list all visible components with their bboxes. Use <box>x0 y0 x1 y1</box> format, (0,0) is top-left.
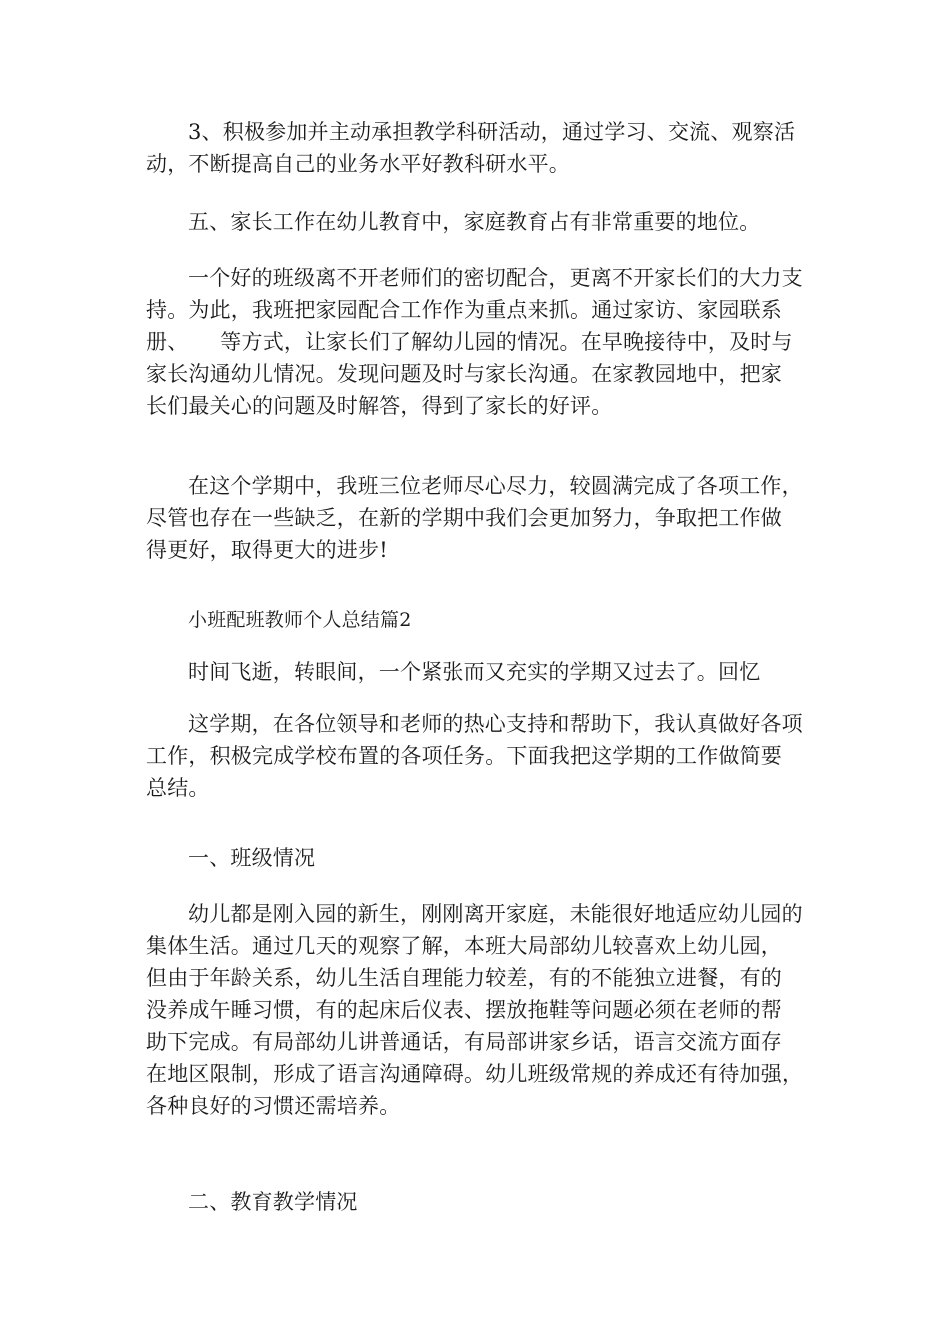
paragraph-line: 各种良好的习惯还需培养。 <box>146 1094 401 1118</box>
section-heading-class-situation <box>146 842 806 874</box>
paragraph-line: 一个好的班级离不开老师们的密切配合，更离不开家长们的大力支 <box>188 266 803 290</box>
paragraph-line: 家长沟通幼儿情况。发现问题及时与家长沟通。在家教园地中，把家 <box>146 362 782 386</box>
paragraph-line: 在这个学期中，我班三位老师尽心尽力，较圆满完成了各项工作， <box>188 474 803 498</box>
paragraph-line: 工作，积极完成学校布置的各项任务。下面我把这学期的工作做简要 <box>146 744 782 768</box>
section-heading-parent-work <box>146 206 806 238</box>
paragraph-line: 持。为此，我班把家园配合工作作为重点来抓。通过家访、家园联系 <box>146 298 782 322</box>
paragraph-line: 在地区限制，形成了语言沟通障碍。幼儿班级常规的养成还有待加强， <box>146 1062 804 1086</box>
paragraph-line: 尽管也存在一些缺乏，在新的学期中我们会更加努力，争取把工作做 <box>146 506 782 530</box>
paragraph-semester-summary <box>146 470 806 566</box>
paragraph-line: 长们最关心的问题及时解答，得到了家长的好评。 <box>146 394 613 418</box>
paragraph-line: 这学期，在各位领导和老师的热心支持和帮助下，我认真做好各项 <box>188 712 803 736</box>
paragraph-line: 幼儿都是刚入园的新生，刚刚离开家庭，未能很好地适应幼儿园的 <box>188 902 803 926</box>
paragraph-parent-cooperation <box>146 262 806 422</box>
paragraph-line: 五、家长工作在幼儿教育中，家庭教育占有非常重要的地位。 <box>188 210 761 234</box>
paragraph-line: 但由于年龄关系，幼儿生活自理能力较差，有的不能独立进餐，有的 <box>146 966 782 990</box>
paragraph-line: 集体生活。通过几天的观察了解，本班大局部幼儿较喜欢上幼儿园， <box>146 934 782 958</box>
paragraph-time-flies <box>146 656 806 688</box>
article-title-part-2 <box>146 604 806 636</box>
paragraph-class-situation <box>146 898 806 1122</box>
paragraph-line: 一、班级情况 <box>188 846 316 870</box>
paragraph-line: 3、积极参加并主动承担教学科研活动，通过学习、交流、观察活 <box>188 120 796 144</box>
paragraph-intro <box>146 708 806 804</box>
paragraph-line: 册、 等方式，让家长们了解幼儿园的情况。在早晚接待中，及时与 <box>146 330 793 354</box>
section-heading-teaching <box>146 1186 806 1218</box>
paragraph-line: 得更好，取得更大的进步! <box>146 538 388 562</box>
paragraph-line: 动，不断提高自己的业务水平好教科研水平。 <box>146 152 570 176</box>
paragraph-line: 助下完成。有局部幼儿讲普通话，有局部讲家乡话，语言交流方面存 <box>146 1030 782 1054</box>
paragraph-research-activities <box>146 116 806 180</box>
paragraph-line: 时间飞逝，转眼间，一个紧张而又充实的学期又过去了。回忆 <box>188 660 761 684</box>
paragraph-line: 没养成午睡习惯，有的起床后仪表、摆放拖鞋等问题必须在老师的帮 <box>146 998 782 1022</box>
paragraph-line: 小班配班教师个人总结篇2 <box>188 609 412 631</box>
paragraph-line: 二、教育教学情况 <box>188 1190 358 1214</box>
paragraph-line: 总结。 <box>146 776 210 800</box>
